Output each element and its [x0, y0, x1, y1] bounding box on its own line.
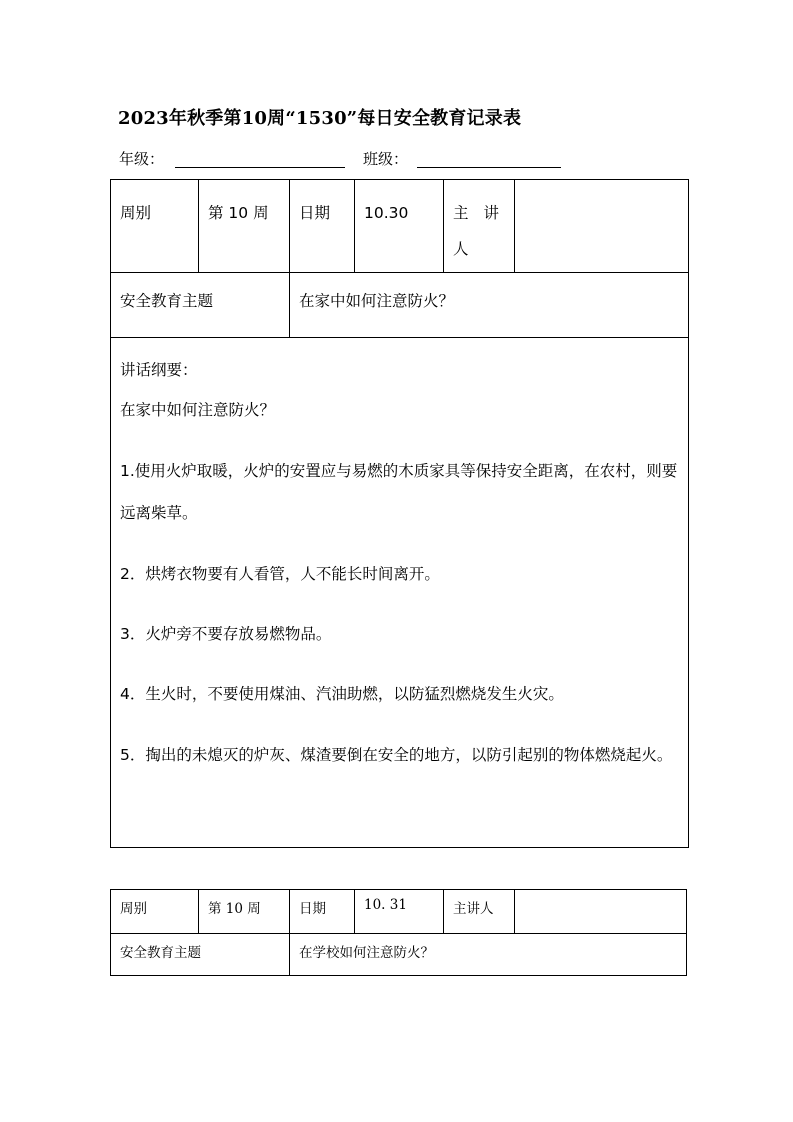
date-label-cell	[290, 180, 355, 273]
outline-label: 讲话纲要：	[120, 361, 198, 379]
date-label-cell	[290, 890, 355, 934]
speaker-label-line2: 人	[453, 240, 469, 258]
class-blank-line[interactable]	[417, 167, 561, 168]
outline-heading: 在家中如何注意防火？	[120, 401, 276, 419]
week-value-cell	[199, 890, 290, 934]
topic-value: 在家中如何注意防火？	[299, 292, 455, 310]
speaker-value	[515, 890, 686, 897]
class-label: 班级：	[363, 150, 409, 168]
topic-label: 安全教育主题	[120, 292, 214, 310]
speaker-label-cell	[444, 890, 515, 934]
week-label: 周别	[120, 901, 147, 917]
week-value-cell	[199, 180, 290, 273]
speaker-value-cell[interactable]	[515, 890, 687, 934]
outline-point-1: 1.使用火炉取暖，火炉的安置应与易燃的木质家具等保持安全距离，在农村，则要远离柴草。	[120, 462, 678, 522]
speaker-label: 主讲人	[453, 901, 494, 917]
topic-label: 安全教育主题	[120, 945, 201, 961]
topic-value-cell	[290, 273, 689, 338]
speaker-value	[515, 180, 688, 195]
outline-point-4: 4．生火时，不要使用煤油、汽油助燃，以防猛烈燃烧发生火灾。	[120, 685, 564, 703]
date-value-cell	[355, 890, 444, 934]
topic-value-cell	[290, 934, 687, 976]
week-value: 第 10 周	[208, 901, 261, 917]
topic-label-cell	[111, 934, 290, 976]
date-label: 日期	[299, 204, 331, 222]
outline-cell	[111, 338, 689, 848]
date-value: 10. 31	[364, 897, 407, 913]
topic-value: 在学校如何注意防火？	[299, 945, 434, 961]
date-label: 日期	[299, 901, 326, 917]
outline-point-2: 2．烘烤衣物要有人看管，人不能长时间离开。	[120, 565, 440, 583]
week-label-cell	[111, 180, 199, 273]
outline-point-5: 5．掏出的未熄灭的炉灰、煤渣要倒在安全的地方，以防引起别的物体燃烧起火。	[120, 746, 673, 764]
date-value: 10.30	[364, 204, 409, 222]
date-value-cell	[355, 180, 444, 273]
record-table-1031	[110, 889, 687, 976]
outline-point-3: 3．火炉旁不要存放易燃物品。	[120, 625, 332, 643]
grade-label: 年级：	[119, 150, 165, 168]
week-value: 第 10 周	[208, 204, 269, 222]
week-label-cell	[111, 890, 199, 934]
topic-label-cell	[111, 273, 290, 338]
speaker-label-cell	[444, 180, 515, 273]
speaker-value-cell[interactable]	[515, 180, 689, 273]
page-title: 2023年秋季第10周“1530”每日安全教育记录表	[118, 108, 522, 129]
speaker-label-line1: 主讲	[453, 204, 515, 222]
week-label: 周别	[120, 204, 152, 222]
record-table-1030	[110, 179, 689, 848]
grade-blank-line[interactable]	[175, 167, 345, 168]
